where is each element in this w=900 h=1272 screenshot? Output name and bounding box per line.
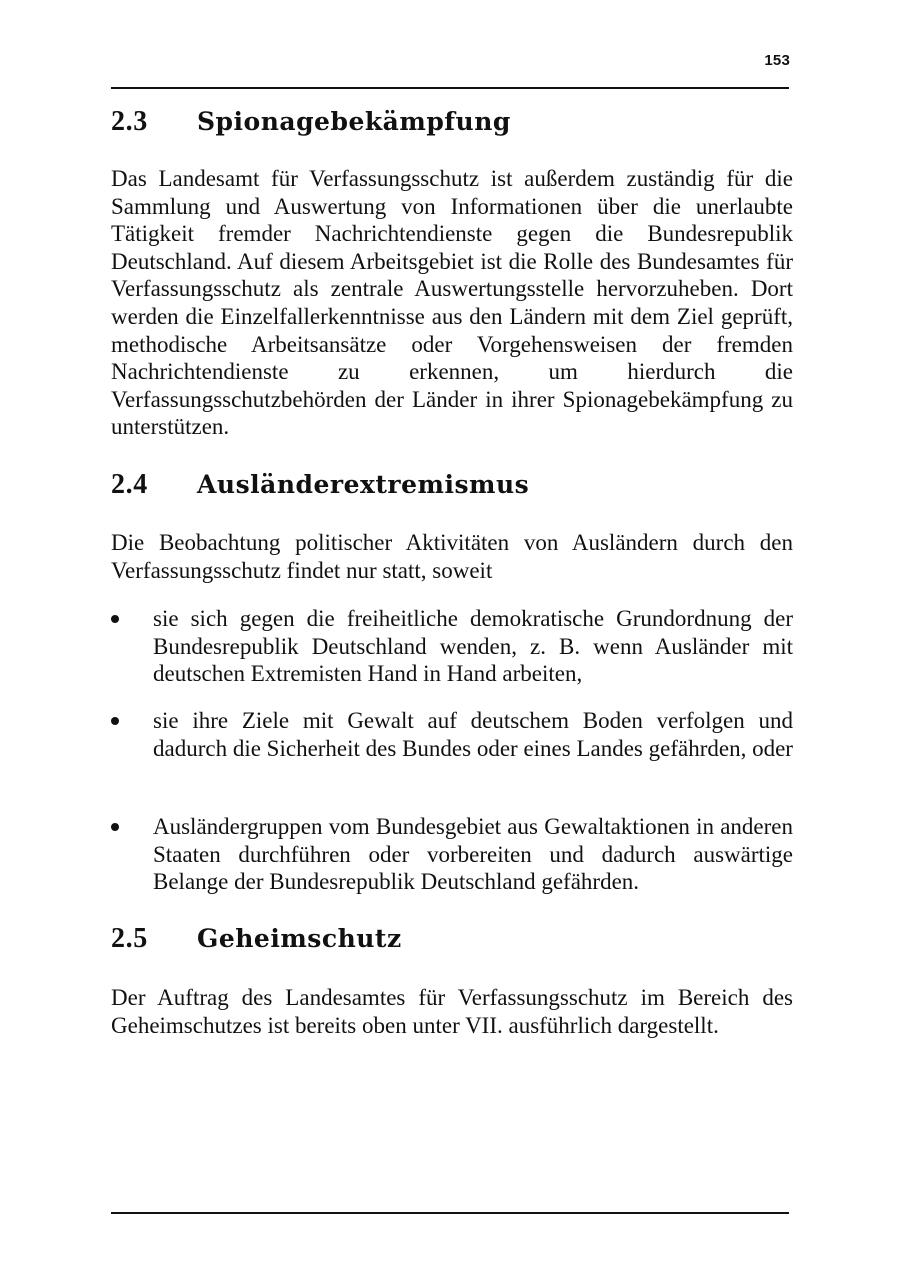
- list-item: [111, 813, 793, 896]
- section-title: Ausländerextremismus: [197, 470, 530, 499]
- bullet-icon: [111, 615, 119, 623]
- bullet-list: [111, 707, 793, 762]
- section-paragraph: Der Auftrag des Landesamtes für Verfassungsschutz im Bereich des Geheimschutzes ist bereits oben unter VII. ausführlich dargestellt.: [111, 985, 793, 1038]
- list-item-text: Ausländergruppen vom Bundesgebiet aus Gewaltaktionen in anderen Staaten durchführen oder vorbereiten und dadurch auswärtige Belange der Bundesrepublik Deutschland gefährden.: [153, 814, 793, 895]
- section-heading-2-5: [111, 923, 402, 955]
- section-heading-2-3: [111, 106, 511, 138]
- list-item-text: sie sich gegen die freiheitliche demokratische Grundordnung der Bundesrepublik Deutschland wenden, z. B. wenn Ausländer mit deutschen Extremisten Hand in Hand arbeiten,: [153, 606, 793, 687]
- list-item-text: sie ihre Ziele mit Gewalt auf deutschem Boden verfolgen und dadurch die Sicherheit des Bundes oder eines Landes gefährden, oder: [153, 708, 793, 761]
- section-number: 2.4: [111, 469, 148, 500]
- page-number: 153: [764, 52, 790, 69]
- section-title: Spionagebekämpfung: [197, 107, 511, 136]
- header-rule: [111, 87, 789, 89]
- list-item: [111, 605, 793, 688]
- footer-rule: [111, 1212, 789, 1214]
- section-paragraph: Die Beobachtung politischer Aktivitäten von Ausländern durch den Verfassungsschutz findet nur statt, soweit: [111, 530, 793, 583]
- bullet-icon: [111, 717, 119, 725]
- bullet-list: [111, 813, 793, 896]
- list-item: [111, 707, 793, 762]
- section-number: 2.5: [111, 923, 148, 954]
- section-heading-2-4: [111, 469, 529, 501]
- section-number: 2.3: [111, 106, 148, 137]
- bullet-icon: [111, 823, 119, 831]
- section-paragraph: Das Landesamt für Verfassungsschutz ist außerdem zuständig für die Sammlung und Auswertung von Informationen über die unerlaubte Tätigkeit fremder Nachrichtendienste gegen die Bundesrepublik Deutschland. Auf diesem Arbeitsgebiet ist die Rolle des Bundesamtes für Verfassungsschutz als zentrale Auswertungsstelle hervorzuheben. Dort werden die Einzelfallerkenntnisse aus den Ländern mit dem Ziel geprüft, methodische Arbeitsansätze oder Vorgehensweisen der fremden Nachrichtendienste zu erkennen, um hierdurch die Verfassungsschutzbehörden der Länder in ihrer Spionagebekämpfung zu unterstützen.: [111, 166, 793, 440]
- section-title: Geheimschutz: [197, 924, 402, 953]
- bullet-list: [111, 605, 793, 688]
